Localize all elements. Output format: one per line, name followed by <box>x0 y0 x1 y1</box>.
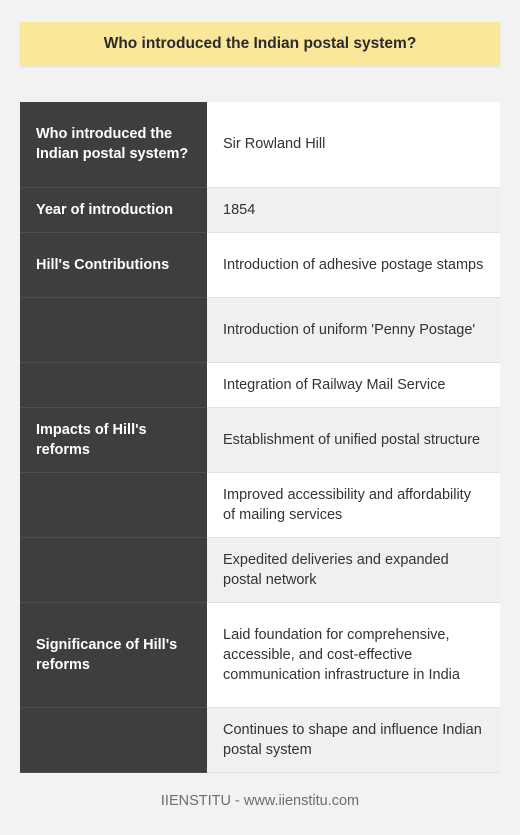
row-value: Integration of Railway Mail Service <box>207 362 500 407</box>
row-value: Introduction of uniform 'Penny Postage' <box>207 297 500 362</box>
row-value: Continues to shape and influence Indian postal system <box>207 707 500 772</box>
info-table <box>20 102 500 773</box>
table-row <box>20 407 500 472</box>
title-banner <box>20 22 500 66</box>
table-row <box>20 362 500 407</box>
table-row <box>20 537 500 602</box>
row-key <box>20 362 207 407</box>
table-row <box>20 472 500 537</box>
table-row <box>20 297 500 362</box>
table-row <box>20 102 500 187</box>
row-value: Laid foundation for comprehensive, accessible, and cost-effective communication infrastructure in India <box>207 602 500 707</box>
row-key: Significance of Hill's reforms <box>20 602 207 707</box>
footer-credit: IIENSTITU - www.iienstitu.com <box>160 793 360 809</box>
page-title: Who introduced the Indian postal system? <box>103 35 417 52</box>
row-value: 1854 <box>207 187 500 232</box>
row-value: Sir Rowland Hill <box>207 102 500 187</box>
row-key: Who introduced the Indian postal system? <box>20 102 207 187</box>
row-value: Expedited deliveries and expanded postal network <box>207 537 500 602</box>
row-key <box>20 707 207 772</box>
row-value: Improved accessibility and affordability of mailing services <box>207 472 500 537</box>
table-row <box>20 187 500 232</box>
table-row <box>20 602 500 707</box>
row-key <box>20 537 207 602</box>
row-key <box>20 297 207 362</box>
row-key <box>20 472 207 537</box>
table-row <box>20 232 500 297</box>
table-row <box>20 707 500 772</box>
row-value: Introduction of adhesive postage stamps <box>207 232 500 297</box>
row-key: Hill's Contributions <box>20 232 207 297</box>
row-key: Year of introduction <box>20 187 207 232</box>
row-value: Establishment of unified postal structure <box>207 407 500 472</box>
row-key: Impacts of Hill's reforms <box>20 407 207 472</box>
